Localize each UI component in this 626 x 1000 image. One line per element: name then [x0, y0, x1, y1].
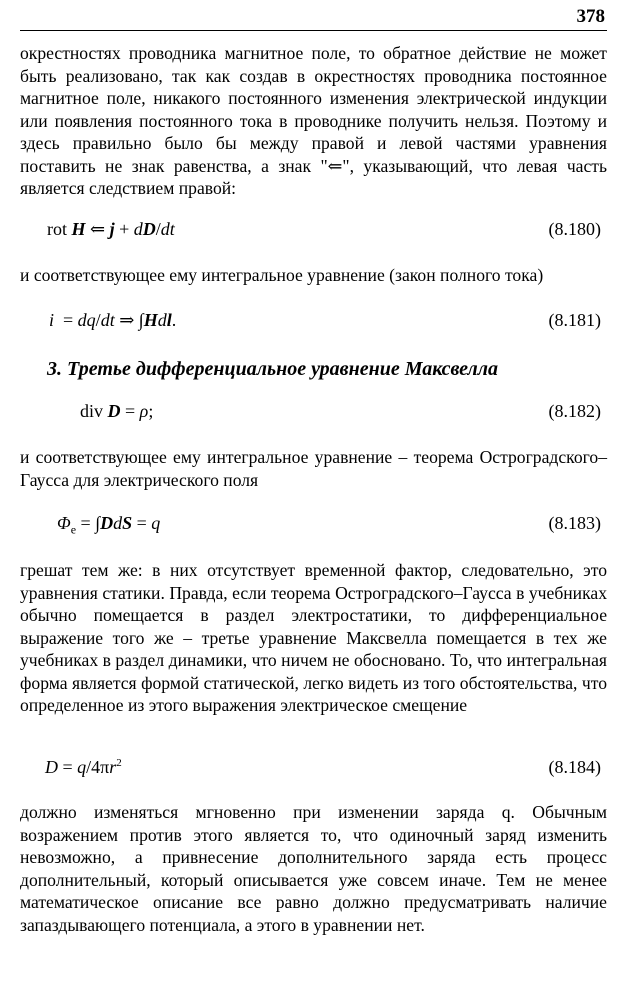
page-header: [20, 4, 607, 31]
equation-8-182: [20, 401, 607, 427]
equation-expression: $D = q/4\pi r^2$: [45, 757, 122, 777]
paragraph: должно изменяться мгновенно при изменении заряда q. Обычным возражением против этого является то, что одиночный заряд изменить невозможно, а привнесение дополнительного заряда есть процесс дополнительный, который описывается уже совсем иначе. Тем не менее математическое описание все равно должно предусматривать наличие запаздывающего потенциала, а этого в уравнении нет.: [20, 802, 607, 935]
equation-8-181: [20, 310, 607, 336]
equation-expression: $\Phi_e = \int DdS = q$: [57, 513, 161, 537]
equation-8-184: [20, 757, 607, 783]
paragraph: грешат тем же: в них отсутствует временной фактор, следовательно, это уравнения статики. Правда, если теорема Остроградского–Гаусса в учебниках обычно помещается в раздел электростатики, то дифференциальное выражение того же – третье уравнение Максвелла помещается в тех же учебниках в раздел динамики, что ничем не обосновано. То, что интегральная форма является формой статической, легко видеть из того обстоятельства, что определенное из этого выражения электрическое смещение: [20, 560, 607, 715]
section-heading: 3. Третье дифференциальное уравнение Максвелла: [47, 358, 499, 380]
equation-8-180: [20, 219, 607, 245]
equation-number: (8.181): [548, 310, 601, 330]
equation-8-183: [20, 513, 607, 539]
equation-number: (8.183): [548, 513, 601, 533]
equation-number: (8.184): [548, 757, 601, 777]
equation-expression: div D = ρ;: [80, 401, 154, 421]
equation-expression: rot H ⇐ j + dD/dt: [47, 219, 175, 239]
paragraph: и соответствующее ему интегральное уравнение – теорема Остроградского–Гаусса для электрического поля: [20, 447, 607, 490]
equation-expression: i = dq/dt ⇒ ∫Hdl.: [49, 310, 177, 330]
document-page: [20, 0, 607, 1000]
paragraph: окрестностях проводника магнитное поле, то обратное действие не может быть реализовано, так как создав в окрестностях проводника постоянное магнитное поле, никакого постоянного изменения электрической индукции или появления постоянного тока в проводнике получить нельзя. Поэтому и здесь правильно было бы между правой и левой частями уравнения поставить не знак равенства, а знак "⇐", указывающий, что левая часть является следствием правой:: [20, 43, 607, 198]
equation-number: (8.182): [548, 401, 601, 421]
paragraph: и соответствующее ему интегральное уравнение (закон полного тока): [20, 265, 544, 285]
equation-number: (8.180): [548, 219, 601, 239]
page-number: 378: [576, 6, 605, 27]
